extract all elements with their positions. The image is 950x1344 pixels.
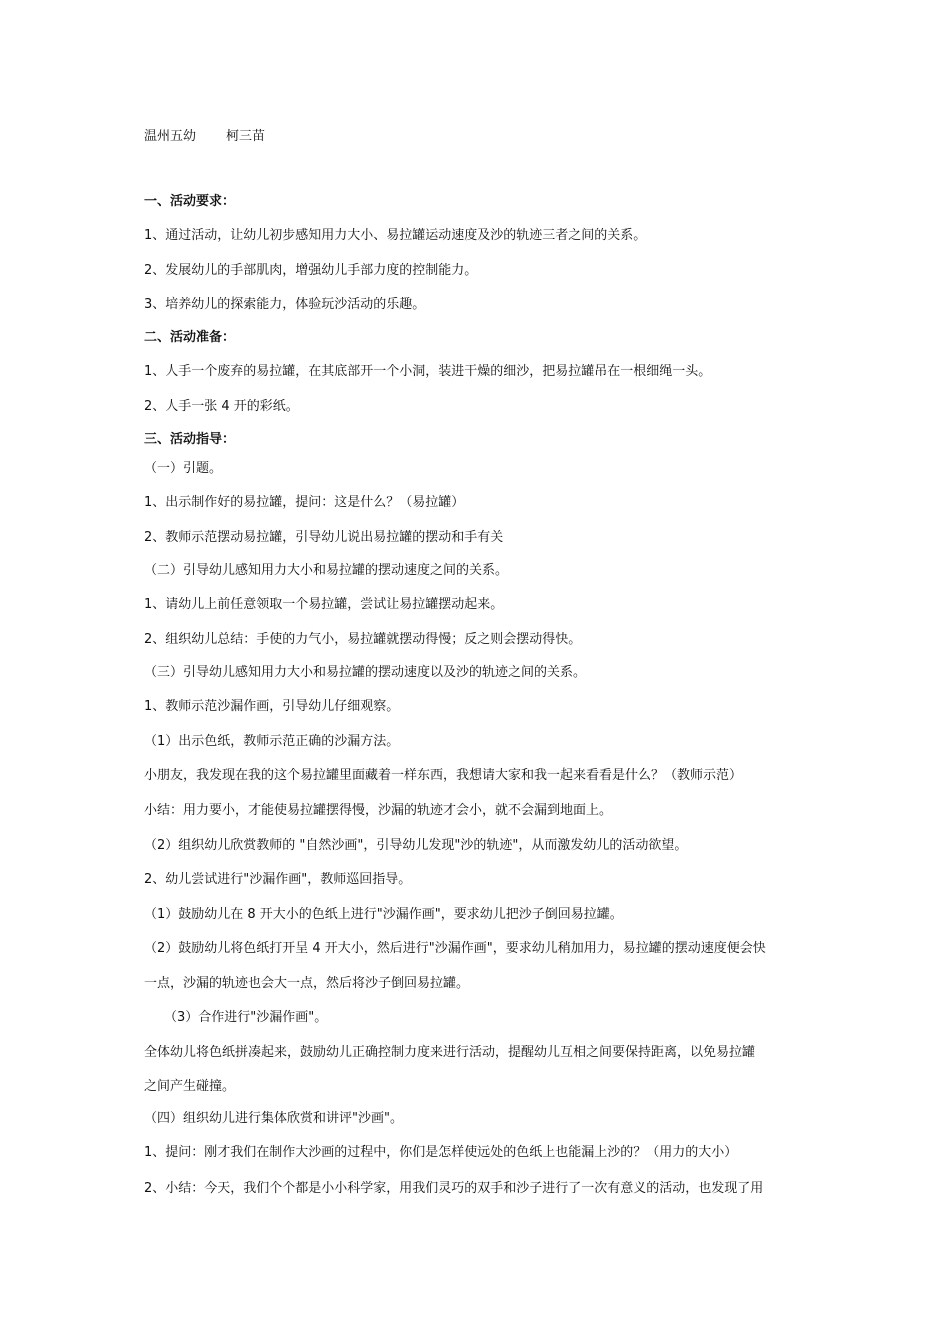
paragraph: 2、教师示范摆动易拉罐，引导幼儿说出易拉罐的摆动和手有关 [144, 530, 504, 545]
paragraph: （2）鼓励幼儿将色纸打开呈 4 开大小，然后进行"沙漏作画"，要求幼儿稍加用力，易拉罐的摆动速度便会快 [144, 941, 766, 956]
school-name: 温州五幼 [144, 129, 197, 144]
paragraph: 2、小结：今天，我们个个都是小小科学家，用我们灵巧的双手和沙子进行了一次有意义的活动，也发现了用 [144, 1181, 764, 1196]
paragraph: 2、幼儿尝试进行"沙漏作画"，教师巡回指导。 [144, 872, 412, 887]
subsection-heading: （四）组织幼儿进行集体欣赏和讲评"沙画"。 [144, 1111, 403, 1126]
paragraph: （2）组织幼儿欣赏教师的 "自然沙画"，引导幼儿发现"沙的轨迹"，从而激发幼儿的活动欲望。 [144, 838, 688, 853]
subsection-heading: （一）引题。 [144, 461, 223, 476]
author-name: 柯三苗 [226, 129, 266, 144]
paragraph: 2、发展幼儿的手部肌肉，增强幼儿手部力度的控制能力。 [144, 263, 478, 278]
paragraph: 一点，沙漏的轨迹也会大一点，然后将沙子倒回易拉罐。 [144, 976, 470, 991]
paragraph: 1、出示制作好的易拉罐，提问：这是什么？（易拉罐） [144, 495, 465, 510]
paragraph: 1、请幼儿上前任意领取一个易拉罐，尝试让易拉罐摆动起来。 [144, 597, 504, 612]
section-heading-guidance: 三、活动指导： [144, 432, 236, 447]
section-heading-requirements: 一、活动要求： [144, 194, 236, 209]
paragraph: 1、提问：刚才我们在制作大沙画的过程中，你们是怎样使远处的色纸上也能漏上沙的？（用力的大小） [144, 1145, 738, 1160]
paragraph: 1、教师示范沙漏作画，引导幼儿仔细观察。 [144, 699, 400, 714]
subsection-heading: （三）引导幼儿感知用力大小和易拉罐的摆动速度以及沙的轨迹之间的关系。 [144, 665, 587, 680]
paragraph: （1）出示色纸，教师示范正确的沙漏方法。 [144, 734, 400, 749]
paragraph: 小结：用力要小，才能使易拉罐摆得慢，沙漏的轨迹才会小，就不会漏到地面上。 [144, 803, 613, 818]
paragraph: （1）鼓励幼儿在 8 开大小的色纸上进行"沙漏作画"，要求幼儿把沙子倒回易拉罐。 [144, 907, 623, 922]
paragraph: 小朋友，我发现在我的这个易拉罐里面藏着一样东西，我想请大家和我一起来看看是什么？（教师示范） [144, 768, 743, 783]
subsection-heading: （二）引导幼儿感知用力大小和易拉罐的摆动速度之间的关系。 [144, 563, 509, 578]
paragraph: 全体幼儿将色纸拼凑起来，鼓励幼儿正确控制力度来进行活动，提醒幼儿互相之间要保持距离，以免易拉罐 [144, 1045, 756, 1060]
paragraph: 1、人手一个废弃的易拉罐，在其底部开一个小洞，装进干燥的细沙，把易拉罐吊在一根细绳一头。 [144, 364, 712, 379]
paragraph: 2、人手一张 4 开的彩纸。 [144, 399, 299, 414]
paragraph: 1、通过活动，让幼儿初步感知用力大小、易拉罐运动速度及沙的轨迹三者之间的关系。 [144, 228, 647, 243]
author-line [144, 128, 265, 146]
paragraph: 3、培养幼儿的探索能力，体验玩沙活动的乐趣。 [144, 297, 426, 312]
paragraph: 之间产生碰撞。 [144, 1079, 236, 1094]
paragraph: 2、组织幼儿总结：手使的力气小，易拉罐就摆动得慢；反之则会摆动得快。 [144, 632, 582, 647]
section-heading-preparation: 二、活动准备： [144, 330, 236, 345]
paragraph: （3）合作进行"沙漏作画"。 [164, 1010, 328, 1025]
